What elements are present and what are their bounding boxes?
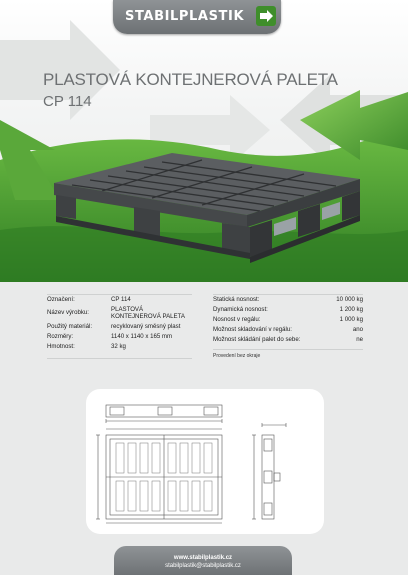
spec-label: Použitý materiál:	[47, 323, 93, 330]
spec-value: 1140 x 1140 x 165 mm	[111, 333, 173, 340]
spec-label: Dynamická nosnost:	[213, 306, 268, 313]
spec-row-weight	[47, 343, 192, 353]
spec-label: Označení:	[47, 296, 75, 303]
spec-value: 1 000 kg	[339, 316, 363, 323]
technical-drawing	[86, 389, 324, 534]
spec-value: ano	[352, 326, 363, 333]
spec-table-right	[213, 296, 363, 346]
spec-label: Nosnost v regálu:	[213, 316, 261, 323]
product-code: CP 114	[43, 93, 92, 110]
spec-row-code	[47, 296, 192, 306]
spec-row-dimensions	[47, 333, 192, 343]
spec-value: CP 114	[111, 296, 131, 303]
spec-value: 32 kg	[111, 343, 126, 350]
spec-value: 1 200 kg	[339, 306, 363, 313]
product-title: PLASTOVÁ KONTEJNEROVÁ PALETA	[43, 70, 338, 89]
table-divider	[47, 358, 192, 359]
hero-banner	[0, 0, 408, 282]
spec-row-name	[47, 306, 192, 323]
spec-row-static-load	[213, 296, 363, 306]
table-divider	[213, 349, 363, 350]
brand-name: STABILPLASTIK	[125, 9, 245, 24]
spec-label: Rozměry:	[47, 333, 74, 340]
spec-value: recyklovaný směsný plast	[111, 323, 181, 330]
variant-note: Provedení bez okraje	[213, 353, 261, 359]
spec-label: Hmotnost:	[47, 343, 75, 350]
arrow-right-logo-icon	[256, 6, 276, 26]
spec-value-line2: KONTEJNEROVÁ PALETA	[111, 313, 185, 320]
spec-label: Název výrobku:	[47, 309, 89, 316]
technical-drawing-card	[86, 389, 324, 534]
spec-row-material	[47, 323, 192, 333]
spec-value: ne	[356, 336, 363, 343]
spec-row-rack-load	[213, 316, 363, 326]
spec-value: 10 000 kg	[336, 296, 363, 303]
spec-table-left	[47, 296, 192, 353]
table-divider	[47, 294, 192, 295]
spec-row-rack-storage	[213, 326, 363, 336]
table-divider	[213, 294, 363, 295]
spec-row-dynamic-load	[213, 306, 363, 316]
spec-label: Možnost skládání palet do sebe:	[213, 336, 301, 343]
footer-contact	[114, 546, 292, 575]
spec-value: PLASTOVÁ	[111, 306, 144, 313]
spec-label: Možnost skladování v regálu:	[213, 326, 292, 333]
brand-tab	[113, 0, 281, 34]
pallet-photo	[42, 145, 362, 275]
spec-row-stacking	[213, 336, 363, 346]
email-link[interactable]: stabilplastik@stabilplastik.cz	[165, 563, 241, 569]
website-link[interactable]: www.stabilplastik.cz	[173, 555, 233, 561]
spec-label: Statická nosnost:	[213, 296, 260, 303]
